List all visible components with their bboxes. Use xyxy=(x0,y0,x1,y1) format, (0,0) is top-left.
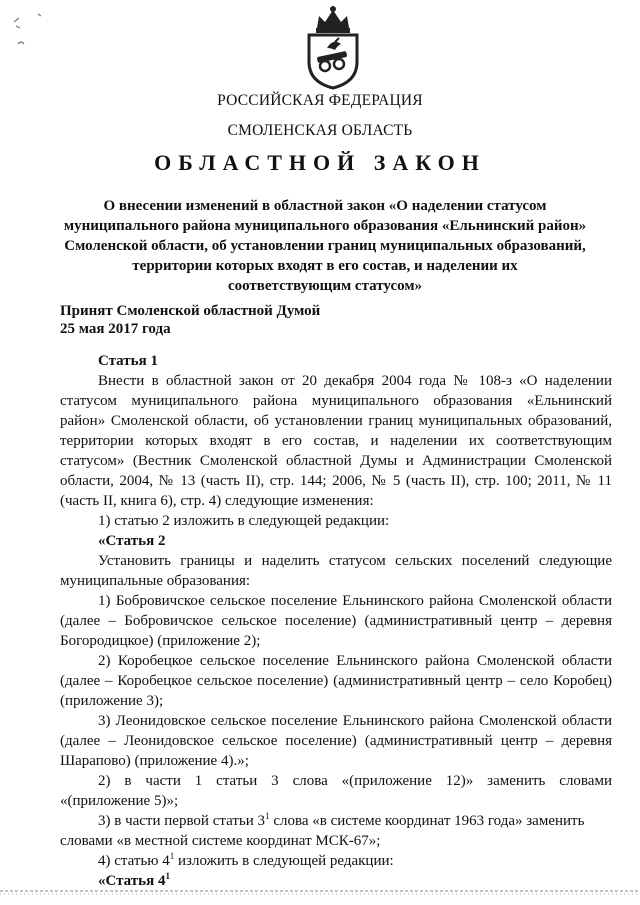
adoption-date: 25 мая 2017 года xyxy=(60,321,171,337)
quoted-item-3-line: (далее – Леонидовское сельское поселение) (административный центр – деревня xyxy=(60,733,612,749)
paragraph-line: Установить границы и наделить статусом сельских поселений следующие xyxy=(98,553,612,569)
quoted-item-1-line: Богородицкое) (приложение 2); xyxy=(60,633,261,649)
paragraph-line: области, 2004, № 13 (часть II), стр. 144; 2006, № 5 (часть II), стр. 100; 2011, № 11 xyxy=(60,473,612,489)
subject-line: территории которых входят в его состав, и наделении их xyxy=(132,258,518,274)
amendment-item-3-line: словами «в местной системе координат МСК-67»; xyxy=(60,833,381,849)
coat-of-arms-emblem xyxy=(295,4,371,90)
law-subject-title xyxy=(60,196,590,296)
quoted-item-1-line: (далее – Бобровичское сельское поселение) (административный центр – деревня xyxy=(60,613,612,629)
quoted-article-2-heading: «Статья 2 xyxy=(98,533,166,549)
subject-line: муниципального района муниципального образования «Ельнинский район» xyxy=(63,218,587,234)
paragraph-line: статусом» (Вестник Смоленской областной Думы и Администрации Смоленской xyxy=(60,453,612,469)
paragraph-line: статусом муниципального района муниципального образования «Ельнинский xyxy=(60,393,612,409)
quoted-item-3-line: Шарапово) (приложение 4).»; xyxy=(60,753,249,769)
region-name: СМОЛЕНСКАЯ ОБЛАСТЬ xyxy=(227,122,413,139)
scan-artifact-line xyxy=(0,889,640,895)
country-name: РОССИЙСКАЯ ФЕДЕРАЦИЯ xyxy=(217,92,423,109)
margin-scan-marks xyxy=(8,8,48,78)
quoted-article-4-1-heading: «Статья $4^1$ xyxy=(98,871,170,889)
subject-line: соответствующим статусом» xyxy=(227,278,423,294)
quoted-item-2-line: (далее – Коробецкое сельское поселение) (административный центр – село Коробец) xyxy=(60,673,612,689)
quoted-item-2: 2) Коробецкое сельское поселение Ельнинского района Смоленской области xyxy=(98,653,612,669)
quoted-item-3: 3) Леонидовское сельское поселение Ельнинского района Смоленской области xyxy=(98,713,612,729)
quoted-item-2-line: (приложение 3); xyxy=(60,693,164,709)
amendment-item-1: 1) статью 2 изложить в следующей редакции: xyxy=(98,513,390,529)
amendment-item-2: 2) в части 1 статьи 3 слова «(приложение 12)» заменить словами xyxy=(98,773,612,789)
amendment-item-2-line: «(приложение 5)»; xyxy=(60,793,179,809)
amendment-item-4: 4) статью $4^1$ изложить в следующей редакции: xyxy=(98,851,394,869)
document-type-title: ОБЛАСТНОЙ ЗАКОН xyxy=(154,150,486,175)
paragraph-line: (часть II, книга 6), стр. 4) следующие изменения: xyxy=(60,493,374,509)
paragraph-line: район» Смоленской области, об установлении границ муниципальных образований, xyxy=(60,413,612,429)
paragraph-line: муниципальные образования: xyxy=(60,573,251,589)
adoption-line-1: Принят Смоленской областной Думой xyxy=(60,303,321,319)
paragraph-line: Внести в областной закон от 20 декабря 2004 года № 108-з «О наделении xyxy=(98,373,612,389)
quoted-item-1: 1) Бобровичское сельское поселение Ельнинского района Смоленской области xyxy=(98,593,612,609)
amendment-item-3: 3) в части первой статьи $3^1$ слова «в системе координат 1963 года» заменить xyxy=(98,811,585,829)
paragraph-line: территории которых входят в его состав, и наделении их соответствующим xyxy=(60,433,612,449)
article-1-heading: Статья 1 xyxy=(98,353,158,369)
subject-line: О внесении изменений в областной закон «О наделении статусом xyxy=(103,198,547,214)
subject-line: Смоленской области, об установлении границ муниципальных образований, xyxy=(64,238,586,254)
